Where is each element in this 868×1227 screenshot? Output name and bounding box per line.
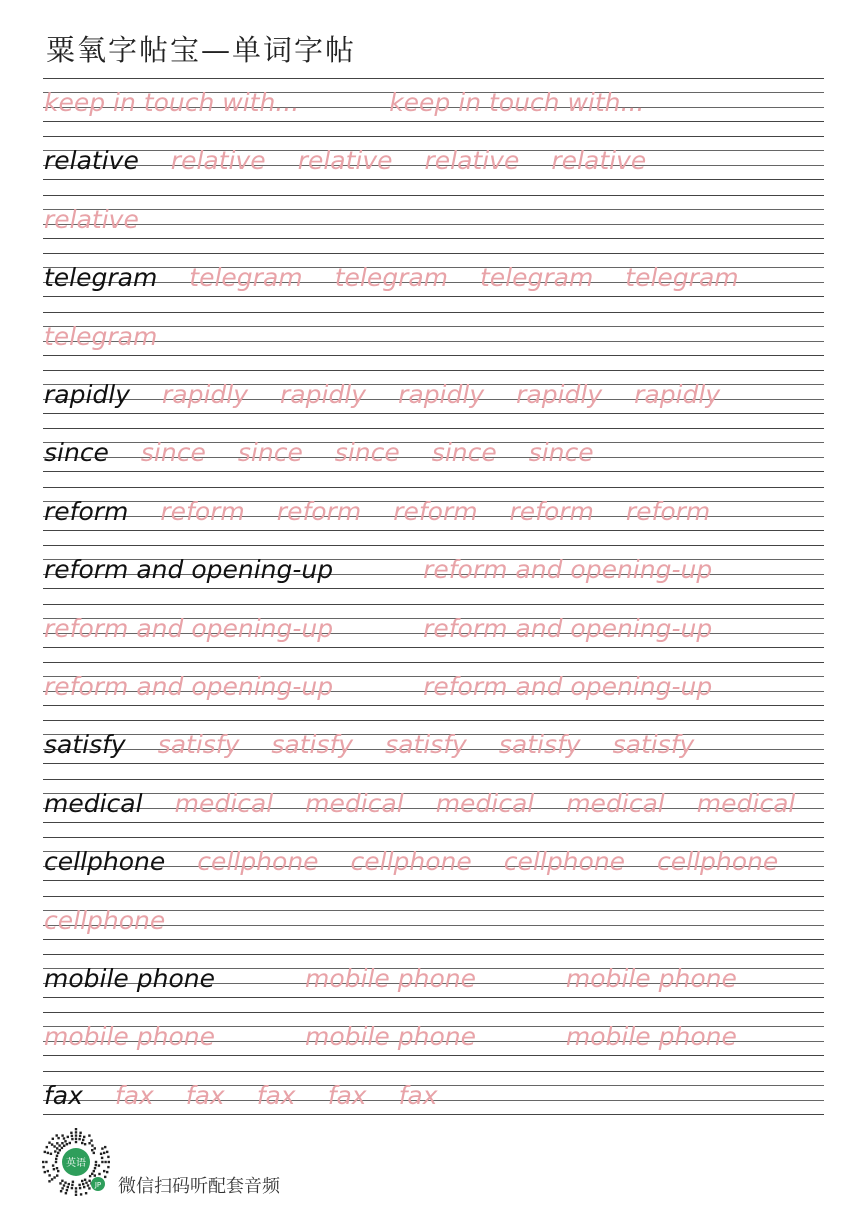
trace-word: telegram (334, 263, 449, 293)
practice-row (43, 428, 824, 472)
trace-word: keep in touch with... (44, 88, 300, 117)
ruling-line (43, 224, 824, 225)
ruling-line (43, 662, 824, 663)
ruling-line (43, 136, 824, 137)
ruling-line (43, 355, 824, 356)
trace-word: relative (44, 204, 139, 234)
trace-word: mobile phone (305, 1022, 476, 1052)
qr-code-icon[interactable] (40, 1128, 112, 1200)
ruling-line (43, 195, 824, 196)
trace-word: rapidly (398, 380, 485, 409)
ruling-line (43, 1055, 824, 1056)
page-title: 粟氧字帖宝—单词字帖 (46, 33, 357, 67)
trace-word: telegram (625, 263, 739, 293)
trace-word: mobile phone (44, 1022, 215, 1052)
practice-row (43, 954, 824, 998)
practice-row (43, 487, 824, 531)
trace-word: reform (160, 496, 245, 526)
practice-row (43, 1071, 824, 1115)
trace-word: fax (256, 1080, 296, 1110)
ruling-line (43, 209, 824, 210)
model-word: fax (44, 1080, 83, 1110)
audio-footer (40, 1128, 340, 1198)
model-word: satisfy (44, 730, 126, 760)
ruling-line (43, 588, 824, 589)
practice-row (43, 253, 824, 297)
practice-row (43, 720, 824, 764)
trace-word: mobile phone (565, 964, 737, 993)
trace-word: reform and opening-up (423, 555, 713, 585)
ruling-line (43, 779, 824, 780)
trace-word: keep in touch with... (389, 88, 645, 117)
ruling-line (43, 1012, 824, 1013)
practice-row (43, 370, 824, 414)
ruling-line (43, 296, 824, 297)
trace-word: satisfy (271, 730, 354, 760)
ruling-line (43, 428, 824, 429)
trace-word: telegram (44, 321, 158, 351)
ruling-line (43, 253, 824, 254)
trace-word: fax (185, 1080, 225, 1110)
trace-word: reform and opening-up (423, 672, 713, 701)
ruling-line (43, 1114, 824, 1115)
trace-word: reform and opening-up (423, 613, 713, 643)
ruling-line (43, 530, 824, 531)
practice-row (43, 896, 824, 940)
trace-word: reform (276, 496, 362, 526)
practice-row (43, 312, 824, 356)
practice-row (43, 837, 824, 881)
ruling-line (43, 471, 824, 472)
trace-word: reform and opening-up (44, 613, 334, 643)
ruling-line (43, 1071, 824, 1072)
model-word: rapidly (44, 380, 131, 409)
ruling-line (43, 837, 824, 838)
trace-word: cellphone (44, 905, 166, 935)
trace-word: since (140, 438, 206, 468)
model-word: relative (44, 146, 139, 176)
qr-sub-badge: JP (94, 1181, 102, 1189)
model-word: medical (44, 788, 143, 818)
practice-row (43, 545, 824, 589)
ruling-line (43, 341, 824, 342)
trace-word: since (431, 438, 497, 468)
model-word: since (44, 438, 109, 468)
practice-row (43, 195, 824, 239)
trace-word: satisfy (385, 730, 467, 760)
trace-word: cellphone (350, 847, 472, 877)
trace-word: cellphone (503, 847, 626, 877)
qr-badge-text: 英语 (66, 1158, 86, 1169)
trace-word: since (237, 438, 303, 468)
trace-word: rapidly (516, 380, 603, 409)
trace-word: reform (393, 496, 478, 526)
trace-word: mobile phone (305, 964, 476, 993)
trace-word: reform (509, 496, 594, 526)
trace-word: telegram (189, 263, 303, 293)
ruling-line (43, 822, 824, 823)
ruling-line (43, 880, 824, 881)
ruling-line (43, 312, 824, 313)
ruling-line (43, 720, 824, 721)
ruling-line (43, 939, 824, 940)
practice-row (43, 662, 824, 706)
trace-word: rapidly (634, 380, 721, 409)
model-word: cellphone (44, 847, 166, 877)
practice-row (43, 1012, 824, 1056)
practice-row (43, 779, 824, 823)
trace-word: relative (170, 146, 266, 176)
trace-word: medical (435, 788, 535, 818)
model-word: reform and opening-up (44, 555, 334, 585)
model-word: reform (44, 496, 129, 526)
trace-word: relative (551, 146, 647, 176)
practice-row (43, 136, 824, 180)
trace-word: medical (305, 788, 404, 818)
ruling-line (43, 238, 824, 239)
trace-word: rapidly (280, 380, 367, 409)
ruling-line (43, 179, 824, 180)
ruling-line (43, 705, 824, 706)
trace-word: relative (297, 146, 393, 176)
trace-word: rapidly (162, 380, 249, 409)
ruling-line (43, 896, 824, 897)
ruling-line (43, 604, 824, 605)
ruling-line (43, 413, 824, 414)
trace-word: cellphone (197, 847, 319, 877)
ruling-line (43, 763, 824, 764)
ruling-line (43, 997, 824, 998)
practice-row (43, 78, 824, 122)
trace-word: fax (327, 1080, 367, 1110)
ruling-line (43, 78, 824, 79)
trace-word: reform and opening-up (44, 672, 334, 701)
trace-word: satisfy (157, 730, 240, 760)
trace-word: mobile phone (565, 1022, 737, 1052)
ruling-line (43, 326, 824, 327)
trace-word: since (334, 438, 400, 468)
trace-word: reform (625, 496, 711, 526)
trace-word: fax (114, 1080, 154, 1110)
trace-word: fax (398, 1080, 438, 1110)
model-word: telegram (44, 263, 158, 293)
trace-word: satisfy (498, 730, 581, 760)
trace-word: telegram (480, 263, 594, 293)
ruling-line (43, 545, 824, 546)
trace-word: since (528, 438, 594, 468)
trace-word: satisfy (612, 730, 695, 760)
ruling-line (43, 954, 824, 955)
ruling-line (43, 647, 824, 648)
trace-word: medical (566, 788, 665, 818)
trace-word: cellphone (657, 847, 779, 877)
trace-word: medical (174, 788, 274, 818)
ruling-line (43, 370, 824, 371)
qr-caption: 微信扫码听配套音频 (118, 1176, 280, 1197)
trace-word: medical (696, 788, 796, 818)
ruling-line (43, 487, 824, 488)
ruling-line (43, 121, 824, 122)
model-word: mobile phone (44, 964, 215, 993)
handwriting-practice-sheet (43, 78, 824, 1118)
practice-row (43, 604, 824, 648)
trace-word: relative (424, 146, 520, 176)
